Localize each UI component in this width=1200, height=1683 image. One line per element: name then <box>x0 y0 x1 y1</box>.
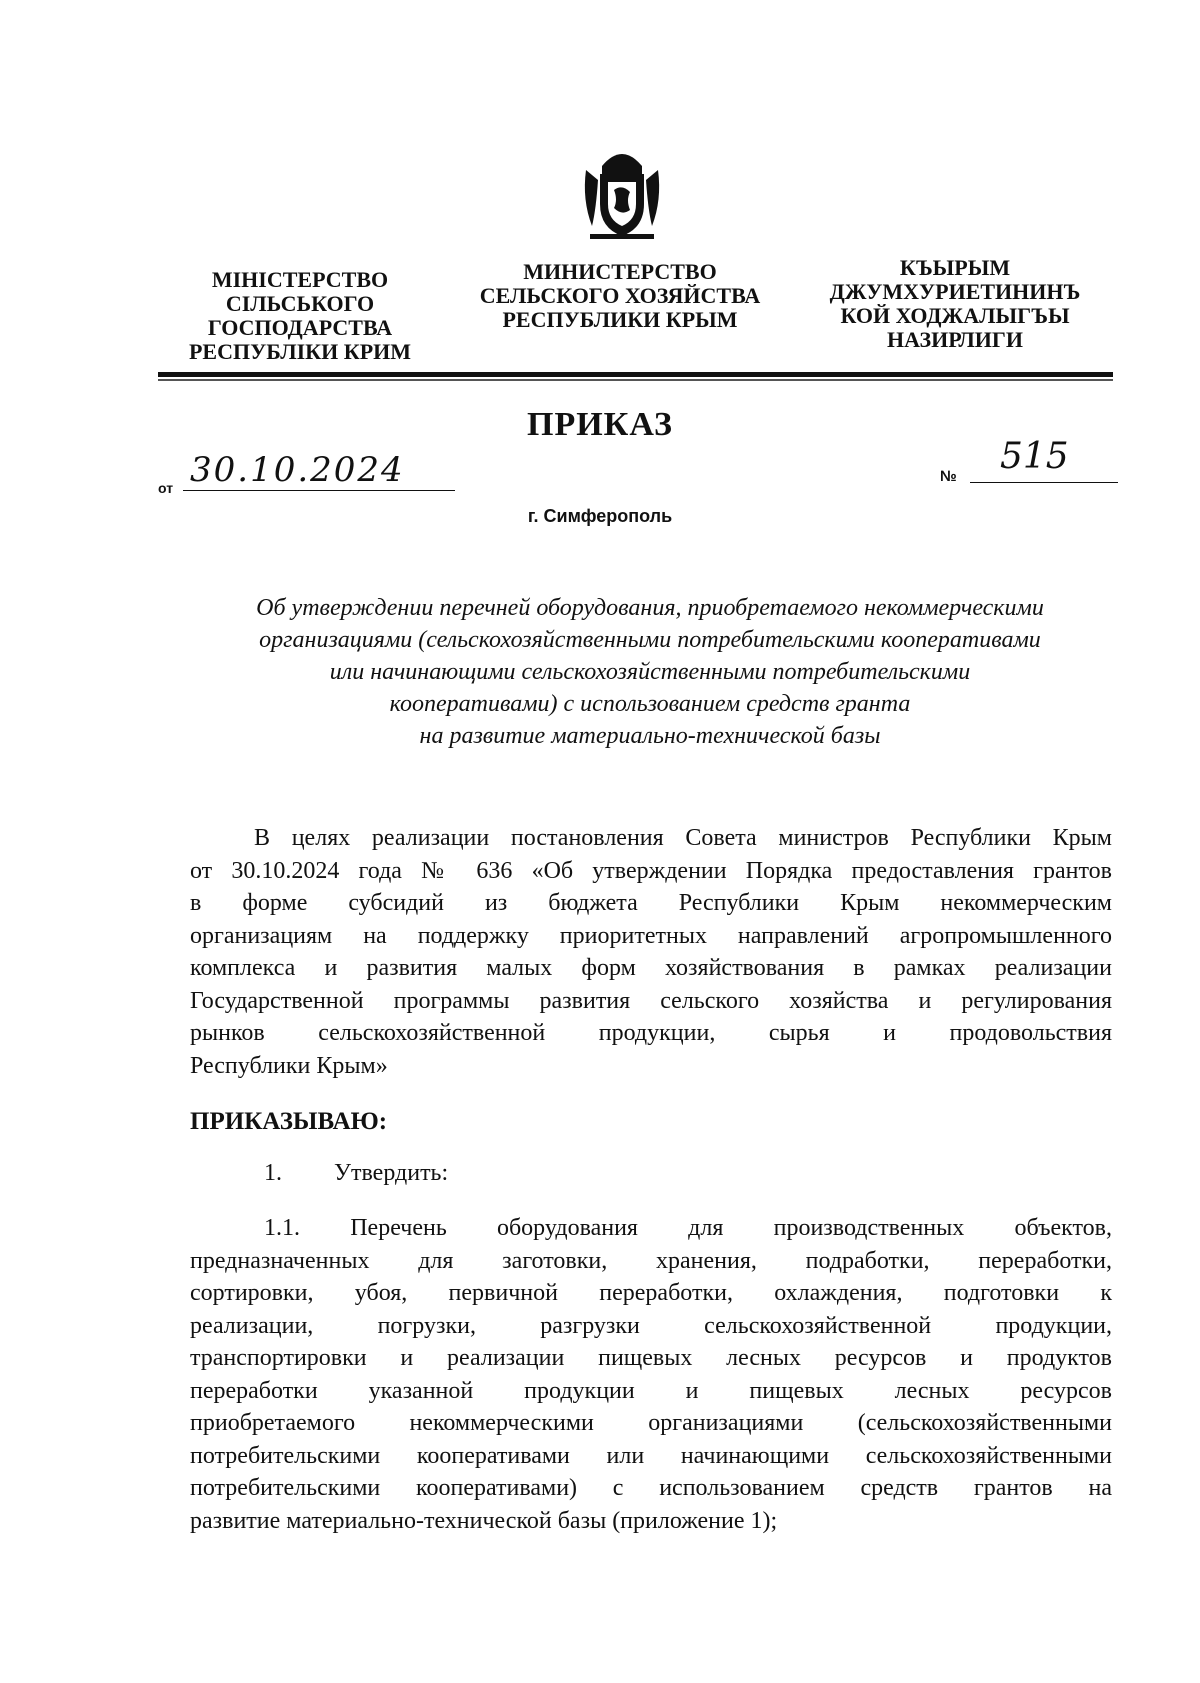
coat-of-arms-icon <box>580 140 664 240</box>
document-title: ПРИКАЗ <box>527 406 673 443</box>
header-divider-thin <box>158 379 1113 381</box>
item-1-1-line: приобретаемого некоммерческими организациями (сельскохозяйственными <box>190 1410 1112 1436</box>
preamble-line: комплекса и развития малых форм хозяйствования в рамках реализации <box>190 955 1112 981</box>
item-1-1-line: реализации, погрузки, разгрузки сельскохозяйственной продукции, <box>190 1312 1112 1339</box>
item-1-text: Утвердить: <box>334 1160 449 1186</box>
order-word: ПРИКАЗЫВАЮ: <box>190 1108 388 1135</box>
preamble-line: рынков сельскохозяйственной продукции, сырья и продовольствия <box>190 1020 1112 1046</box>
header-ru-line: РЕСПУБЛИКИ КРЫМ <box>502 307 738 332</box>
header-russian <box>470 260 770 332</box>
item-1 <box>264 1160 448 1187</box>
city: г. Симферополь <box>527 506 673 526</box>
preamble-line: организациям на поддержку приоритетных направлений агропромышленного <box>190 922 1112 949</box>
item-1-1-line: предназначенных для заготовки, хранения, подработки, переработки, <box>190 1247 1112 1274</box>
header-crh-line: НАЗИРЛИГИ <box>887 327 1023 352</box>
header-ru-line: СЕЛЬСКОГО ХОЗЯЙСТВА <box>479 283 761 308</box>
header-ru-line: МИНИСТЕРСТВО <box>523 259 717 284</box>
subject-line: кооперативами) с использованием средств гранта <box>389 691 911 717</box>
preamble-line: Государственной программы развития сельского хозяйства и регулирования <box>190 987 1112 1014</box>
header-crh-line: ДЖУМХУРИЕТИНИНЪ <box>829 279 1081 304</box>
item-1-1-paragraph <box>190 1212 1112 1537</box>
subject-line: на развитие материально-технической базы <box>419 723 881 749</box>
preamble-line: Республики Крым» <box>190 1052 388 1079</box>
item-1-number: 1. <box>264 1160 282 1186</box>
number-handwritten: 515 <box>1000 436 1069 477</box>
header-crh-line: КОЙ ХОДЖАЛЫГЪЫ <box>840 303 1070 328</box>
header-ua-line: МІНІСТЕРСТВО <box>211 267 389 292</box>
document-subject <box>190 592 1110 752</box>
item-1-1-line: потребительскими кооперативами или начинающими сельскохозяйственными <box>190 1442 1112 1469</box>
preamble-paragraph <box>190 822 1112 1082</box>
header-ua-line: РЕСПУБЛІКИ КРИМ <box>188 339 412 364</box>
item-1-1-line: переработки указанной продукции и пищевых лесных ресурсов <box>190 1377 1112 1404</box>
date-handwritten: 30.10.2024 <box>190 450 405 490</box>
subject-line: организациями (сельскохозяйственными потребительскими кооперативами <box>259 627 1041 653</box>
date-underline <box>183 490 455 491</box>
header-crh-line: КЪЫРЫМ <box>899 255 1011 280</box>
item-1-1-line: транспортировки и реализации пищевых лесных ресурсов и продуктов <box>190 1345 1112 1371</box>
item-1-1-line: потребительскими кооперативами) с использованием средств грантов на <box>190 1475 1112 1501</box>
header-ua-line: СІЛЬСЬКОГО <box>225 291 375 316</box>
preamble-line: от 30.10.2024 года № 636 «Об утверждении Порядка предоставления грантов <box>190 857 1112 884</box>
header-ukrainian <box>180 268 420 364</box>
header-crimean-tatar <box>810 256 1100 352</box>
item-1-1-line: развитие материально-технической базы (приложение 1); <box>190 1507 778 1534</box>
item-1-1-line: 1.1. Перечень оборудования для производственных объектов, <box>264 1215 1112 1241</box>
header-divider <box>158 372 1113 377</box>
header-ua-line: ГОСПОДАРСТВА <box>207 315 393 340</box>
preamble-line: в форме субсидий из бюджета Республики Крым некоммерческим <box>190 890 1112 916</box>
item-1-1-line: сортировки, убоя, первичной переработки, охлаждения, подготовки к <box>190 1280 1112 1306</box>
preamble-line: В целях реализации постановления Совета министров Республики Крым <box>254 825 1112 851</box>
subject-line: или начинающими сельскохозяйственными потребительскими <box>329 659 971 685</box>
subject-line: Об утверждении перечней оборудования, приобретаемого некоммерческими <box>256 595 1044 621</box>
number-underline <box>970 482 1118 483</box>
date-label: от <box>158 480 174 496</box>
number-label: № <box>940 468 957 485</box>
